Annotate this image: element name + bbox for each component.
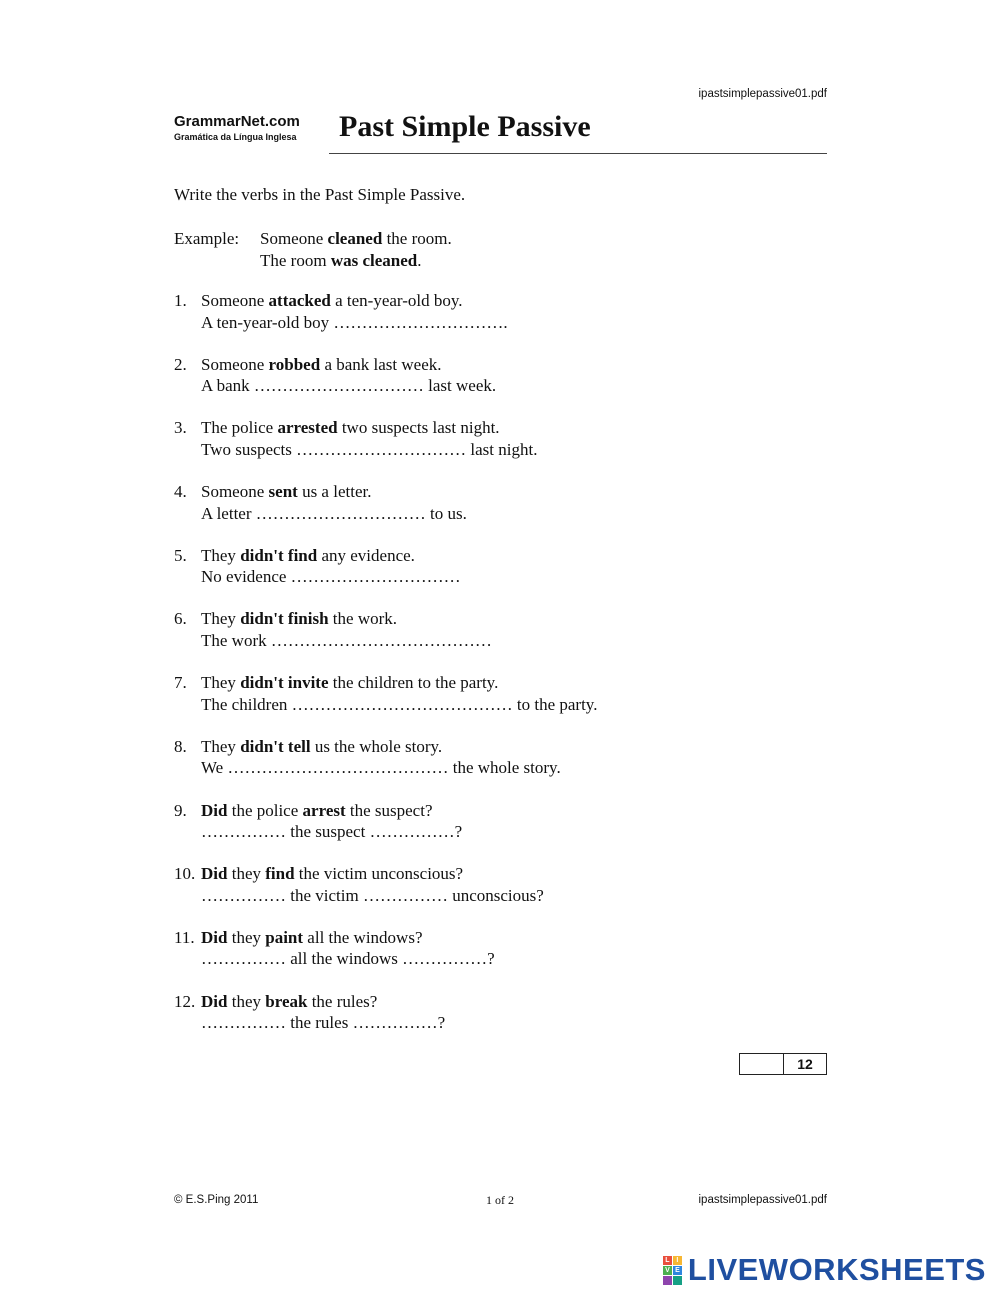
exercise-answer-line [174,1012,834,1034]
title-rule [329,153,827,154]
answer-blank[interactable]: …………… the suspect ……………? [201,822,463,841]
exercise-number: 7. [174,673,187,693]
answer-blank[interactable]: A bank ………………………… last week. [201,376,497,396]
exercise-question: 10. Did they find the victim unconscious? [174,864,464,884]
example-label: Example: [174,229,240,248]
exercise-question: 5. They didn't find any evidence. [174,545,415,565]
exercise-answer-line [174,694,834,716]
logo-tile: E [673,1266,682,1275]
logo-tile: V [663,1266,672,1275]
exercise-answer-line [174,948,834,970]
instruction: Write the verbs in the Past Simple Passive. [174,185,466,204]
exercise-number: 10. [174,864,196,884]
exercise-item [174,991,834,1055]
answer-blank[interactable]: We ………………………………… the whole story. [201,758,561,778]
exercise-answer-line [174,439,834,461]
exercise-number: 5. [174,545,187,565]
exercise-answer-line [174,503,834,525]
exercise-question: 8. They didn't tell us the whole story. [174,736,443,756]
exercise-question: 3. The police arrested two suspects last night. [174,418,500,438]
exercise-item [174,672,834,736]
logo-tile: L [663,1256,672,1265]
logo-tile [673,1276,682,1285]
example-line-2: The room was cleaned. [260,250,422,270]
footer-page-number: 1 of 2 [486,1193,514,1207]
exercise-question: 11. Did they paint all the windows? [174,927,423,947]
exercise-item [174,800,834,864]
footer-filename: ipastsimplepassive01.pdf [698,1194,827,1206]
answer-blank[interactable]: Two suspects ………………………… last night. [201,439,538,459]
answer-blank[interactable]: …………… the victim …………… unconscious? [201,885,544,905]
exercise-question: 9. Did the police arrest the suspect? [174,800,433,820]
exercise-question: 2. Someone robbed a bank last week. [174,354,442,374]
answer-blank[interactable]: A ten-year-old boy …………………………. [201,312,508,332]
logo-tile [663,1276,672,1285]
exercise-question: 1. Someone attacked a ten-year-old boy. [174,291,463,310]
logo-icon [663,1256,682,1285]
logo-text: LIVEWORKSHEETS [687,1252,986,1287]
exercise-number: 3. [174,418,187,438]
answer-blank[interactable]: …………… the rules ……………? [201,1013,446,1033]
exercise-number: 8. [174,736,187,756]
exercise-item [174,927,834,991]
exercise-number: 1. [174,291,187,310]
exercise-item [174,608,834,672]
brand-name: GrammarNet.com [174,113,300,130]
exercise-question: 4. Someone sent us a letter. [174,482,372,502]
exercise-question: 12. Did they break the rules? [174,991,378,1011]
exercise-number: 2. [174,354,187,374]
score-total: 12 [797,1056,813,1072]
footer-copyright: © E.S.Ping 2011 [174,1194,259,1206]
example-line-1: Example: Someone cleaned the room. [174,229,452,248]
score-box [739,1053,827,1075]
score-input[interactable] [740,1054,784,1074]
page-title: Past Simple Passive [339,110,591,143]
exercise-number: 11. [174,927,195,947]
answer-blank[interactable]: The work ………………………………… [201,630,492,650]
exercise-item [174,863,834,927]
answer-blank[interactable]: A letter ………………………… to us. [201,503,467,523]
exercise-answer-line [174,312,834,334]
logo-tile: I [673,1256,682,1265]
exercise-answer-line [174,885,834,907]
exercise-answer-line [174,566,834,588]
exercise-question: 7. They didn't invite the children to the party. [174,673,499,693]
liveworksheets-logo [663,1252,986,1288]
header-filename: ipastsimplepassive01.pdf [698,88,827,100]
exercise-answer-line [174,630,834,652]
exercise-list [174,290,834,1054]
example-block [174,228,452,271]
exercise-answer-line [174,757,834,779]
exercise-item [174,736,834,800]
answer-blank[interactable]: The children ………………………………… to the party. [201,694,598,714]
answer-blank[interactable]: No evidence ………………………… [201,567,461,587]
exercise-number: 6. [174,609,187,629]
brand-subtitle: Gramática da Língua Inglesa [174,132,297,142]
exercise-number: 4. [174,482,187,502]
exercise-number: 9. [174,800,187,820]
answer-blank[interactable]: …………… all the windows ……………? [201,949,495,969]
exercise-item [174,354,834,418]
exercise-question: 6. They didn't finish the work. [174,609,398,629]
exercise-item [174,417,834,481]
exercise-item [174,545,834,609]
exercise-answer-line [174,375,834,397]
exercise-number: 12. [174,991,196,1011]
exercise-item [174,290,834,354]
exercise-answer-line [174,821,834,843]
exercise-item [174,481,834,545]
